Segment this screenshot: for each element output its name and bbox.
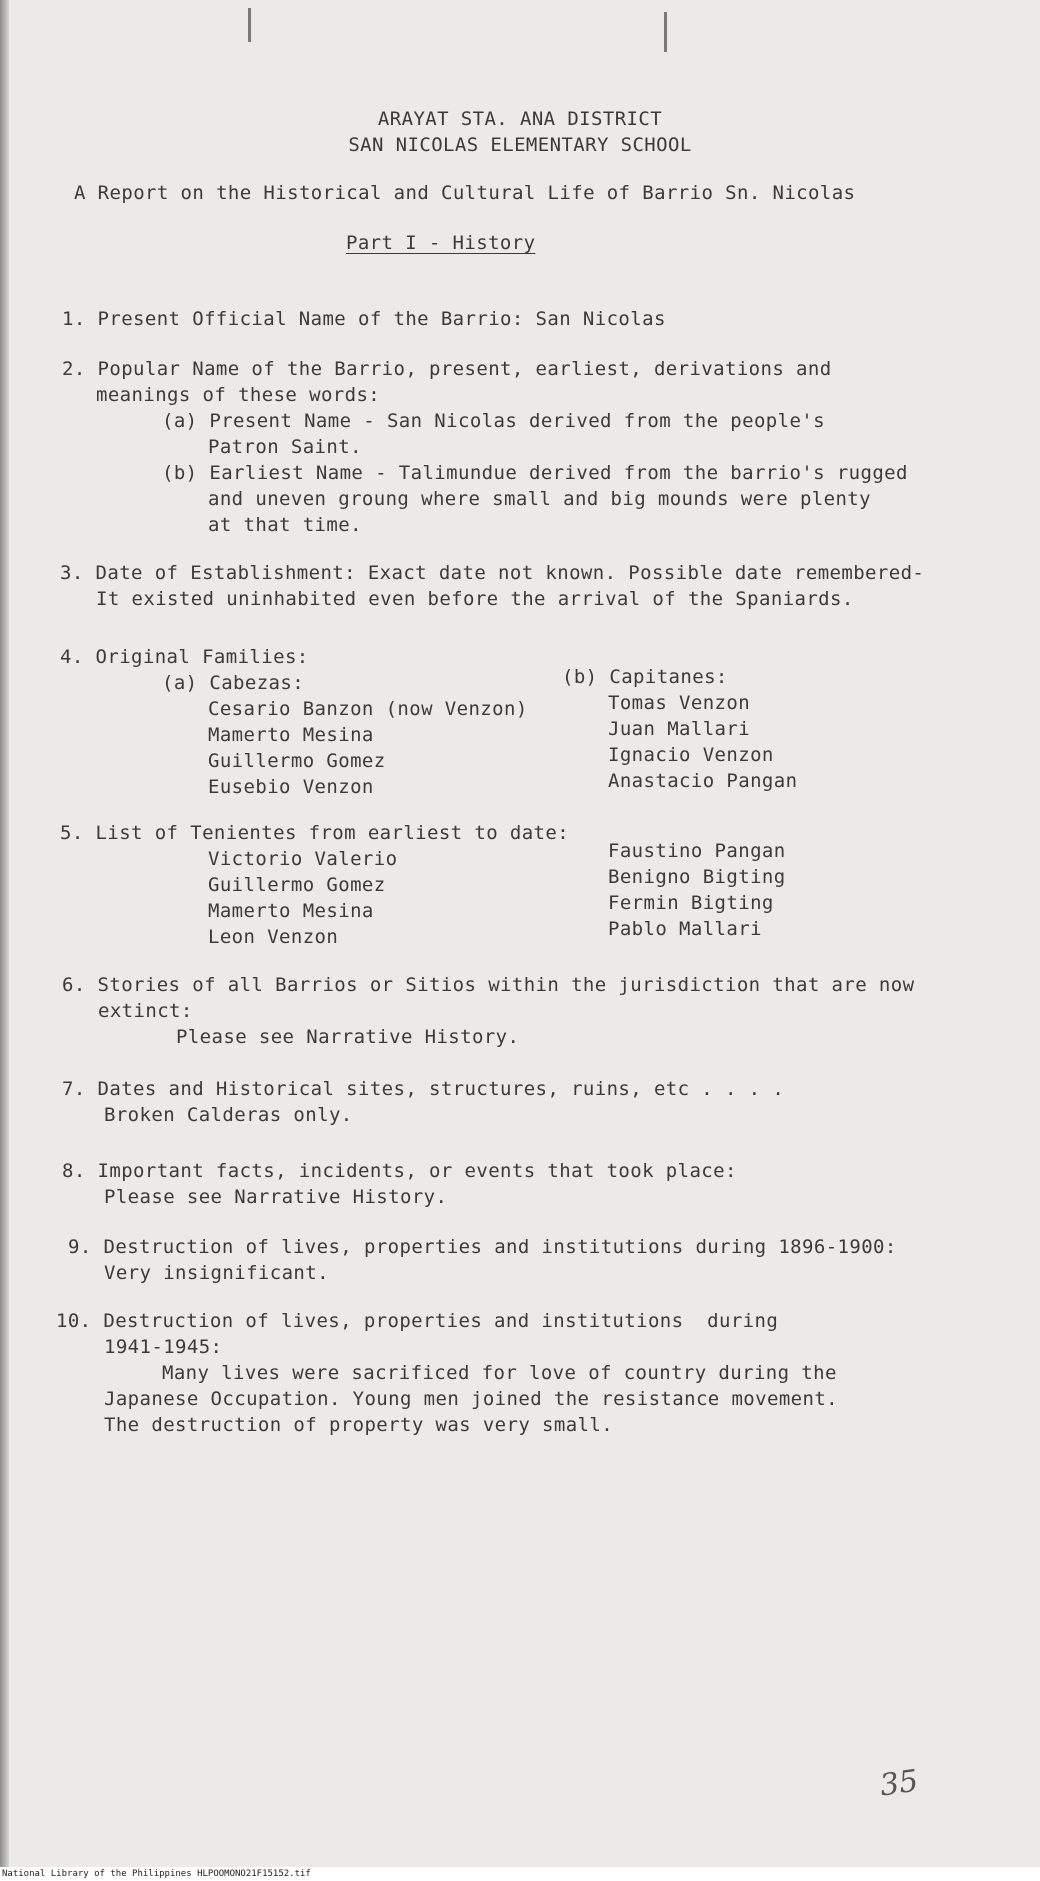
item-6-answer: Please see Narrative History. <box>176 1026 520 1048</box>
item-10: 10. Destruction of lives, properties and institutions during <box>56 1310 779 1332</box>
teniente-name: Fermin Bigting <box>608 892 774 914</box>
binding-mark <box>664 12 667 52</box>
item-2-line: meanings of these words: <box>96 384 381 406</box>
item-9: 9. Destruction of lives, properties and institutions during 1896-1900: <box>68 1236 897 1258</box>
binding-mark <box>248 8 251 42</box>
teniente-name: Mamerto Mesina <box>208 900 374 922</box>
part-title: Part I - History <box>346 232 536 254</box>
cabeza-name: Mamerto Mesina <box>208 724 374 746</box>
item-7: 7. Dates and Historical sites, structures, ruins, etc . . . . <box>62 1078 785 1100</box>
item-1: 1. Present Official Name of the Barrio: San Nicolas <box>62 308 666 330</box>
capitanes-label: (b) Capitanes: <box>562 666 728 688</box>
item-10-answer: Many lives were sacrificed for love of country during the <box>162 1362 837 1384</box>
cabeza-name: Eusebio Venzon <box>208 776 374 798</box>
item-5: 5. List of Tenientes from earliest to date: <box>60 822 570 844</box>
teniente-name: Guillermo Gomez <box>208 874 386 896</box>
capitan-name: Juan Mallari <box>608 718 751 740</box>
teniente-name: Pablo Mallari <box>608 918 762 940</box>
item-10-answer: Japanese Occupation. Young men joined the resistance movement. <box>104 1388 839 1410</box>
item-2: 2. Popular Name of the Barrio, present, earliest, derivations and <box>62 358 832 380</box>
item-10-answer: The destruction of property was very small. <box>104 1414 614 1436</box>
report-title: A Report on the Historical and Cultural Life of Barrio Sn. Nicolas <box>74 182 856 204</box>
item-8-answer: Please see Narrative History. <box>104 1186 448 1208</box>
item-10-line: 1941-1945: <box>104 1336 223 1358</box>
capitan-name: Ignacio Venzon <box>608 744 774 766</box>
handwritten-page-number: 35 <box>877 1763 921 1804</box>
item-2a: (a) Present Name - San Nicolas derived from the people's <box>162 410 825 432</box>
item-3: 3. Date of Establishment: Exact date not known. Possible date remembered- <box>60 562 925 584</box>
item-2b-line: and uneven groung where small and big mounds were plenty <box>208 488 871 510</box>
cabezas-label: (a) Cabezas: <box>162 672 305 694</box>
item-6-line: extinct: <box>98 1000 193 1022</box>
scan-footer: National Library of the Philippines HLPOOMONO21F15152.tif <box>0 1867 1040 1881</box>
item-3-line: It existed uninhabited even before the arrival of the Spaniards. <box>96 588 854 610</box>
cabeza-name: Guillermo Gomez <box>208 750 386 772</box>
item-2b: (b) Earliest Name - Talimundue derived from the barrio's rugged <box>162 462 908 484</box>
cabeza-name: Cesario Banzon (now Venzon) <box>208 698 528 720</box>
item-8: 8. Important facts, incidents, or events that took place: <box>62 1160 737 1182</box>
district-heading: ARAYAT STA. ANA DISTRICT <box>377 108 663 130</box>
item-2a-line: Patron Saint. <box>208 436 362 458</box>
capitan-name: Tomas Venzon <box>608 692 751 714</box>
item-2b-line: at that time. <box>208 514 362 536</box>
page-edge-shadow <box>0 0 9 1881</box>
item-7-answer: Broken Calderas only. <box>104 1104 353 1126</box>
item-9-answer: Very insignificant. <box>104 1262 329 1284</box>
capitan-name: Anastacio Pangan <box>608 770 798 792</box>
teniente-name: Leon Venzon <box>208 926 339 948</box>
item-4: 4. Original Families: <box>60 646 309 668</box>
school-heading: SAN NICOLAS ELEMENTARY SCHOOL <box>348 134 692 156</box>
item-6: 6. Stories of all Barrios or Sitios within the jurisdiction that are now <box>62 974 915 996</box>
teniente-name: Victorio Valerio <box>208 848 398 870</box>
teniente-name: Benigno Bigting <box>608 866 786 888</box>
teniente-name: Faustino Pangan <box>608 840 786 862</box>
